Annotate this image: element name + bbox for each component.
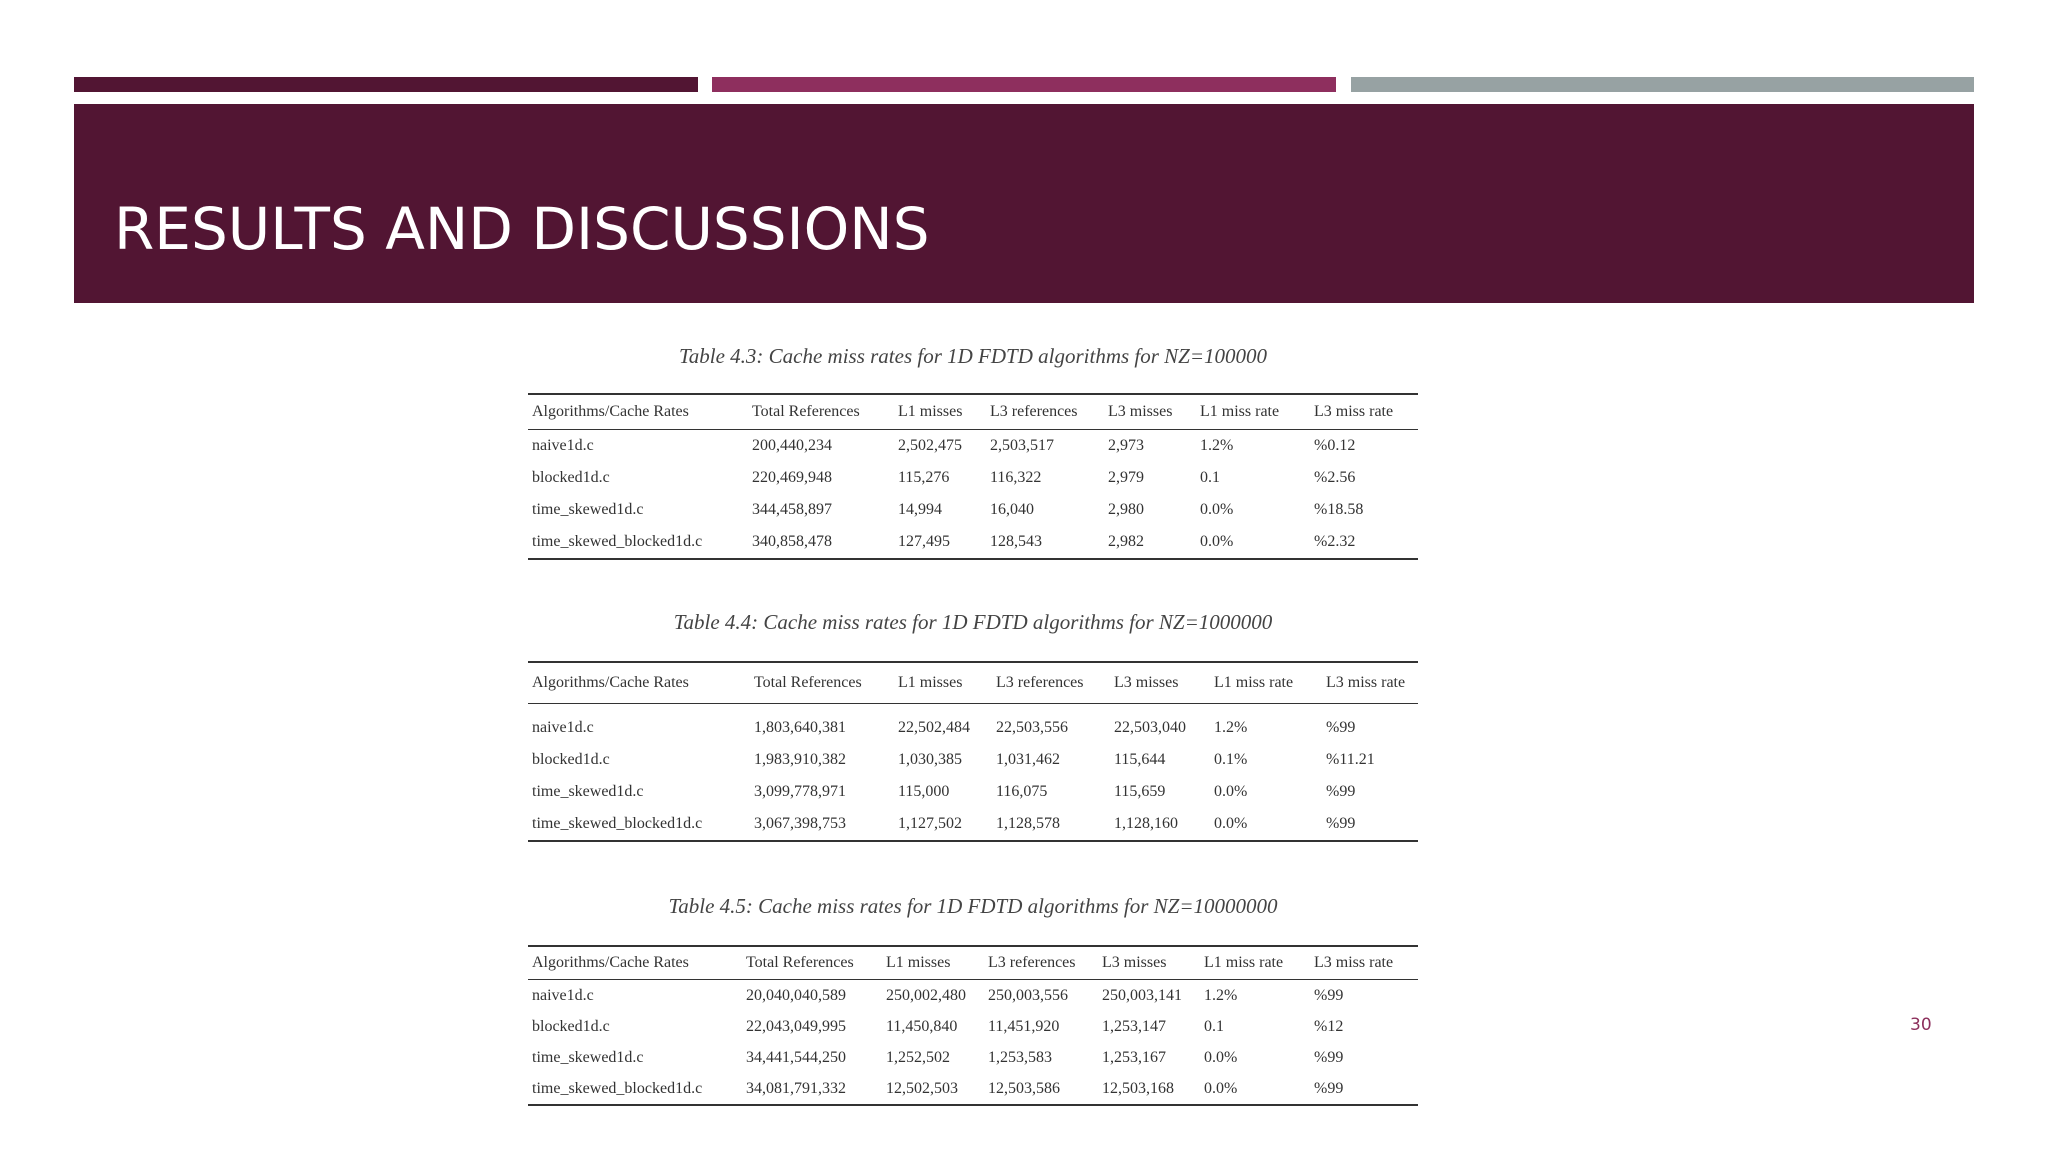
table-caption: Table 4.4: Cache miss rates for 1D FDTD algorithms for NZ=1000000 [673,610,1273,634]
column-header: Algorithms/Cache Rates [528,394,748,430]
column-header: Total References [742,946,882,980]
table-cell: 2,980 [1108,501,1144,518]
table-cell: time_skewed1d.c [532,501,644,518]
column-header: L1 misses [894,662,992,704]
table-cell: 12,503,168 [1102,1079,1174,1097]
table-cell: 0.1 [1200,469,1220,486]
cache-miss-table [528,661,1418,842]
table-cell: 1,253,147 [1102,1017,1166,1035]
table-cell: 1,253,167 [1102,1048,1166,1066]
table-cell: 22,502,484 [898,719,970,736]
column-header: L1 miss rate [1210,662,1322,704]
table-row [528,494,1418,526]
table-cell: 220,469,948 [752,469,832,486]
table-block-4-5 [528,890,1418,1110]
table-cell: 3,099,778,971 [754,783,846,800]
table-cell: 34,441,544,250 [746,1048,846,1066]
table-cell: 1,031,462 [996,751,1060,768]
table-caption: Table 4.5: Cache miss rates for 1D FDTD algorithms for NZ=10000000 [668,894,1278,918]
table-cell: 250,003,556 [988,986,1068,1004]
table-cell: %18.58 [1314,501,1364,518]
table-cell: %12 [1314,1017,1344,1035]
table-cell: 12,503,586 [988,1079,1060,1097]
table-cell: time_skewed1d.c [532,783,644,800]
table-cell: time_skewed_blocked1d.c [532,533,703,550]
table-block-4-3 [528,340,1418,560]
table-row [528,980,1418,1012]
table-cell: 0.0% [1204,1079,1238,1097]
table-cell: 127,495 [898,533,950,550]
table-cell: 3,067,398,753 [754,815,846,832]
table-cell: 0.0% [1214,815,1248,832]
column-header: Algorithms/Cache Rates [528,662,750,704]
table-cell: 14,994 [898,501,942,518]
table-header-row [528,662,1418,704]
column-header: L3 miss rate [1310,394,1418,430]
table-cell: %99 [1326,815,1356,832]
table-row [528,808,1418,841]
table-cell: 0.0% [1200,533,1234,550]
table-cell: naive1d.c [532,986,594,1004]
table-cell: 340,858,478 [752,533,832,550]
table-cell: %99 [1326,783,1356,800]
table-cell: %2.56 [1314,469,1356,486]
table-cell: %99 [1314,986,1344,1004]
table-cell: 2,503,517 [990,437,1054,454]
table-cell: 200,440,234 [752,437,832,454]
table-cell: 250,002,480 [886,986,966,1004]
column-header: Algorithms/Cache Rates [528,946,742,980]
title-band [74,104,1974,303]
table-cell: 115,276 [898,469,950,486]
page-number: 30 [1910,1015,1932,1035]
table-cell: 12,502,503 [886,1079,958,1097]
table-cell: 2,979 [1108,469,1144,486]
table-cell: 1.2% [1204,986,1238,1004]
table-cell: 115,000 [898,783,950,800]
table-cell: blocked1d.c [532,1017,610,1035]
table-cell: blocked1d.c [532,751,610,768]
column-header: Total References [748,394,894,430]
table-cell: 2,502,475 [898,437,962,454]
table-cell: 0.0% [1214,783,1248,800]
table-cell: 115,659 [1114,783,1166,800]
table-caption: Table 4.3: Cache miss rates for 1D FDTD algorithms for NZ=100000 [678,344,1268,368]
table-cell: 115,644 [1114,751,1166,768]
table-cell: 1,253,583 [988,1048,1052,1066]
column-header: L3 miss rate [1310,946,1418,980]
table-cell: 34,081,791,332 [746,1079,846,1097]
column-header: L3 references [984,946,1098,980]
table-cell: 11,450,840 [886,1017,958,1035]
table-cell: 1.2% [1214,719,1248,736]
column-header: L1 misses [894,394,986,430]
table-cell: 11,451,920 [988,1017,1060,1035]
table-row [528,1011,1418,1042]
table-cell: %99 [1314,1048,1344,1066]
table-header-row [528,394,1418,430]
table-cell: 0.1 [1204,1017,1224,1035]
table-cell: 1,983,910,382 [754,751,846,768]
column-header: L1 misses [882,946,984,980]
table-cell: 128,543 [990,533,1042,550]
cache-miss-table [528,945,1418,1106]
table-cell: 1.2% [1200,437,1234,454]
accent-bar-gray [1351,77,1974,92]
table-cell: naive1d.c [532,437,594,454]
table-header-row [528,946,1418,980]
table-cell: 1,803,640,381 [754,719,846,736]
table-cell: 1,030,385 [898,751,962,768]
table-cell: %11.21 [1326,751,1375,768]
accent-bar-dark [74,77,698,92]
table-cell: 22,043,049,995 [746,1017,846,1035]
column-header: L3 misses [1098,946,1200,980]
table-cell: 250,003,141 [1102,986,1182,1004]
table-row [528,744,1418,776]
table-cell: time_skewed_blocked1d.c [532,815,703,832]
table-cell: 22,503,040 [1114,719,1186,736]
table-row [528,462,1418,494]
table-cell: %0.12 [1314,437,1356,454]
table-cell: time_skewed1d.c [532,1048,644,1066]
table-row [528,776,1418,808]
table-cell: 2,973 [1108,437,1144,454]
table-cell: 1,128,578 [996,815,1060,832]
table-row [528,1042,1418,1073]
table-row [528,526,1418,559]
column-header: L3 misses [1110,662,1210,704]
column-header: L1 miss rate [1196,394,1310,430]
column-header: L3 misses [1104,394,1196,430]
table-row [528,704,1418,745]
table-cell: blocked1d.c [532,469,610,486]
cache-miss-table [528,393,1418,560]
table-cell: %99 [1314,1079,1344,1097]
table-cell: 116,075 [996,783,1048,800]
table-cell: %2.32 [1314,533,1356,550]
column-header: L1 miss rate [1200,946,1310,980]
table-cell: 0.1% [1214,751,1248,768]
table-cell: 0.0% [1200,501,1234,518]
table-cell: 116,322 [990,469,1042,486]
accent-bar-magenta [712,77,1336,92]
table-cell: %99 [1326,719,1356,736]
table-cell: 16,040 [990,501,1034,518]
table-row [528,1073,1418,1105]
table-block-4-4 [528,605,1418,845]
column-header: L3 miss rate [1322,662,1418,704]
table-cell: 1,252,502 [886,1048,950,1066]
table-cell: 1,127,502 [898,815,962,832]
table-cell: 0.0% [1204,1048,1238,1066]
table-row [528,430,1418,463]
table-cell: 22,503,556 [996,719,1068,736]
table-cell: 20,040,040,589 [746,986,846,1004]
table-cell: 2,982 [1108,533,1144,550]
column-header: L3 references [992,662,1110,704]
table-cell: naive1d.c [532,719,594,736]
column-header: Total References [750,662,894,704]
table-cell: time_skewed_blocked1d.c [532,1079,703,1097]
table-cell: 344,458,897 [752,501,832,518]
table-cell: 1,128,160 [1114,815,1178,832]
slide-title: RESULTS AND DISCUSSIONS [114,195,930,263]
column-header: L3 references [986,394,1104,430]
